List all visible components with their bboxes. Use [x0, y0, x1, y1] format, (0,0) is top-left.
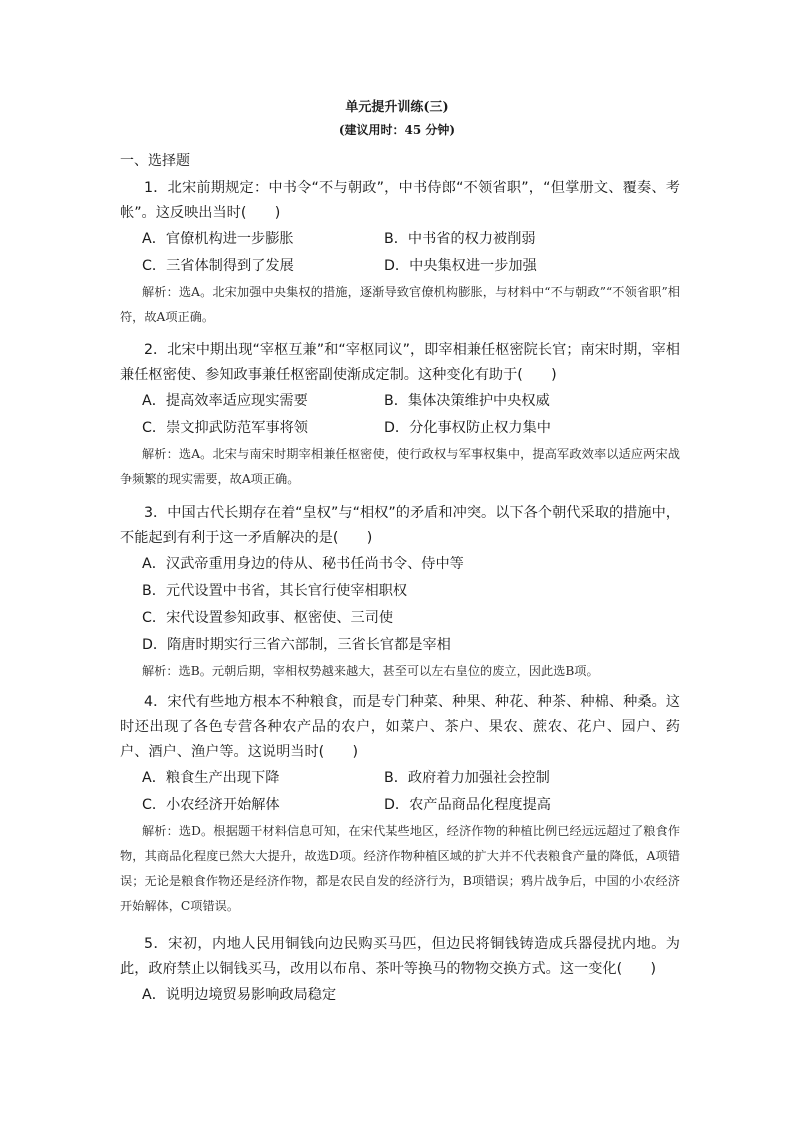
option-a: A．说明边境贸易影响政局稳定 [142, 987, 337, 1003]
question-3 [120, 501, 680, 684]
option-c: C．崇文抑武防范军事将领 [142, 420, 308, 436]
section-heading: 一、选择题 [120, 153, 190, 169]
question-stem: 5．宋初，内地人民用铜钱向边民购买马匹，但边民将铜钱铸造成兵器侵扰内地。为此，政府禁止以铜钱买马，改用以布帛、茶叶等换马的物物交换方式。这一变化( ) [120, 936, 680, 977]
option-a: A．汉武帝重用身边的侍从、秘书任尚书令、侍中等 [142, 556, 464, 572]
option-d: D．分化事权防止权力集中 [384, 420, 551, 436]
option-row [120, 415, 680, 442]
option-d: D．中央集权进一步加强 [384, 258, 537, 274]
question-stem: 1．北宋前期规定：中书令“不与朝政”，中书侍郎“不领省职”，“但掌册文、覆奏、考帐”。这反映出当时( ) [120, 180, 680, 221]
option-c: C．小农经济开始解体 [142, 797, 280, 813]
option-b: B．中书省的权力被削弱 [384, 231, 536, 247]
question-stem: 4．宋代有些地方根本不种粮食，而是专门种菜、种果、种花、种茶、种棉、种桑。这时还出现了各色专营各种农产品的农户，如菜户、茶户、果农、蔗农、花户、园户、药户、酒户、渔户等。这说明当时( ) [120, 694, 680, 760]
page-title: 单元提升训练(三) [345, 100, 449, 115]
option-row [120, 226, 680, 253]
option-b: B．元代设置中书省，其长官行使宰相职权 [142, 583, 408, 599]
option-a: A．粮食生产出现下降 [142, 770, 280, 786]
question-4 [120, 690, 680, 919]
option-c: C．宋代设置参知政事、枢密使、三司使 [142, 610, 394, 626]
option-d: D．农产品商品化程度提高 [384, 797, 551, 813]
option-a: A．官僚机构进一步膨胀 [142, 231, 294, 247]
question-5 [120, 932, 680, 1009]
analysis-text: 解析：选B。元朝后期，宰相权势越来越大，甚至可以左右皇位的废立，因此选B项。 [142, 664, 599, 678]
option-a: A．提高效率适应现实需要 [142, 393, 308, 409]
question-stem: 2．北宋中期出现“宰枢互兼”和“宰枢同议”，即宰相兼任枢密院长官；南宋时期，宰相兼任枢密使、参知政事兼任枢密副使渐成定制。这种变化有助于( ) [120, 342, 680, 383]
option-row [120, 388, 680, 415]
analysis-text: 解析：选A。北宋加强中央集权的措施，逐渐导致官僚机构膨胀，与材料中“不与朝政”“不领省职”相符，故A项正确。 [120, 285, 680, 324]
option-b: B．政府着力加强社会控制 [384, 770, 550, 786]
option-d: D．隋唐时期实行三省六部制，三省长官都是宰相 [142, 637, 451, 653]
question-stem: 3．中国古代长期存在着“皇权”与“相权”的矛盾和冲突。以下各个朝代采取的措施中，不能起到有利于这一矛盾解决的是( ) [120, 505, 680, 546]
question-2 [120, 338, 680, 492]
analysis-text: 解析：选D。根据题干材料信息可知，在宋代某些地区，经济作物的种植比例已经远远超过了粮食作物，其商品化程度已然大大提升，故选D项。经济作物种植区域的扩大并不代表粮食产量的降低，A项错误；无论是粮食作物还是经济作物，都是农民自发的经济行为，B项错误；鸦片战争后，中国的小农经济开始解体，C项错误。 [120, 824, 680, 913]
question-1 [120, 176, 680, 330]
analysis-text: 解析：选A。北宋与南宋时期宰相兼任枢密使，使行政权与军事权集中，提高军政效率以适应两宋战争频繁的现实需要，故A项正确。 [120, 447, 680, 486]
option-row [120, 253, 680, 280]
time-suggestion: (建议用时：45 分钟) [338, 123, 456, 137]
option-b: B．集体决策维护中央权威 [384, 393, 550, 409]
option-row [120, 792, 680, 819]
option-c: C．三省体制得到了发展 [142, 258, 294, 274]
option-row [120, 765, 680, 792]
